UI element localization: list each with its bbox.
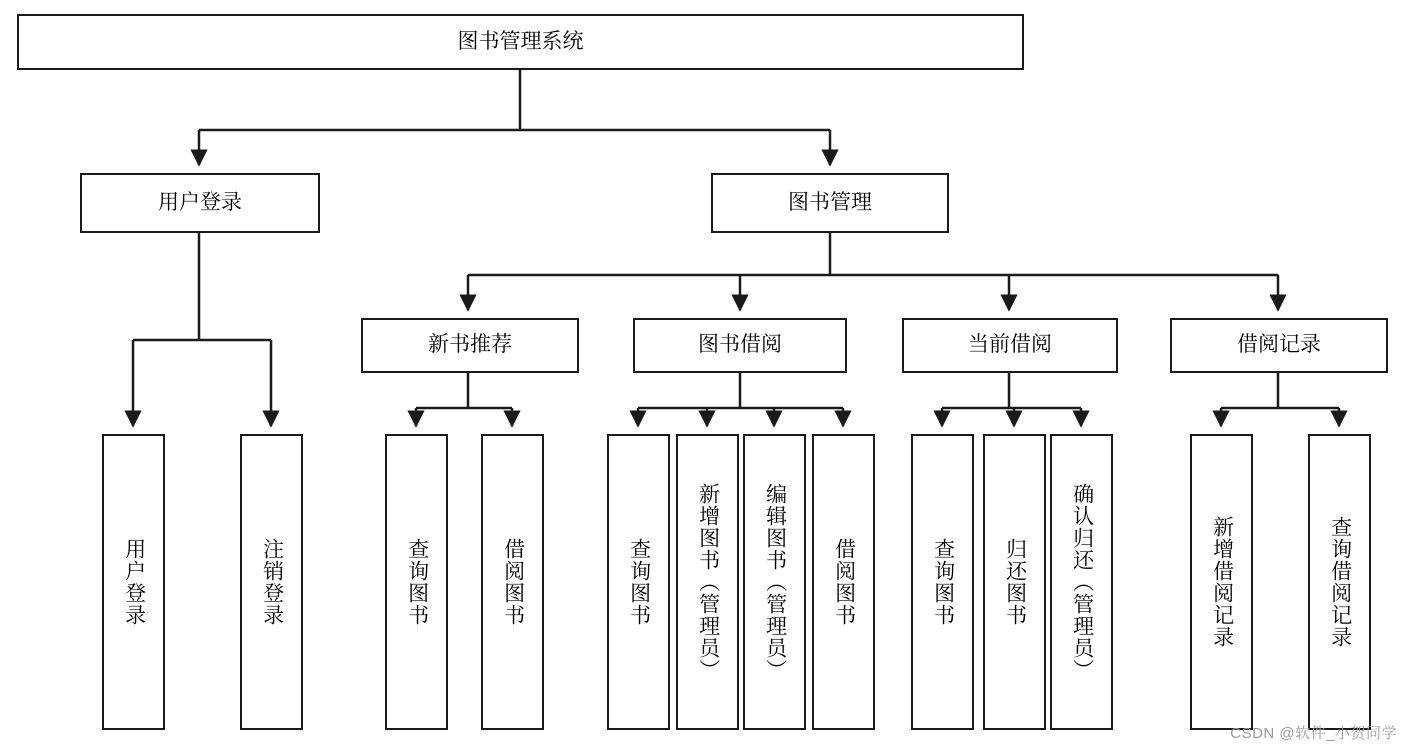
node-leaf-query-record-label: 查询借阅记录 xyxy=(1328,516,1352,648)
watermark: CSDN @软件_小贺同学 xyxy=(1230,725,1397,742)
node-leaf-edit-book[interactable] xyxy=(743,434,806,730)
node-current-borrow[interactable] xyxy=(902,318,1118,373)
node-leaf-borrow-book-2[interactable] xyxy=(812,434,875,730)
node-user-login[interactable] xyxy=(80,173,320,233)
node-borrow-records[interactable] xyxy=(1170,318,1388,373)
node-leaf-add-book[interactable] xyxy=(676,434,739,730)
node-leaf-query-book-1-label: 查询图书 xyxy=(405,538,429,626)
node-leaf-query-book-3-label: 查询图书 xyxy=(931,538,955,626)
node-book-borrow[interactable] xyxy=(633,318,847,373)
node-leaf-query-record[interactable] xyxy=(1308,434,1371,730)
node-borrow-records-label: 借阅记录 xyxy=(1237,333,1321,357)
node-current-borrow-label: 当前借阅 xyxy=(968,333,1052,357)
node-new-book-recommend-label: 新书推荐 xyxy=(428,333,512,357)
node-root-label: 图书管理系统 xyxy=(457,29,584,53)
node-leaf-add-record[interactable] xyxy=(1190,434,1253,730)
node-leaf-query-book-3[interactable] xyxy=(911,434,974,730)
node-leaf-return-book-label: 归还图书 xyxy=(1003,538,1027,626)
node-new-book-recommend[interactable] xyxy=(361,318,579,373)
node-book-management[interactable] xyxy=(711,173,949,233)
node-leaf-query-book-1[interactable] xyxy=(385,434,448,730)
node-leaf-confirm-return[interactable] xyxy=(1050,434,1113,730)
node-leaf-add-book-label: 新增图书（管理员） xyxy=(696,483,720,681)
node-leaf-borrow-book-2-label: 借阅图书 xyxy=(832,538,856,626)
node-book-management-label: 图书管理 xyxy=(788,190,872,214)
node-leaf-borrow-book-1-label: 借阅图书 xyxy=(501,538,525,626)
node-leaf-query-book-2-label: 查询图书 xyxy=(627,538,651,626)
node-leaf-user-login-label: 用户登录 xyxy=(122,538,146,626)
node-leaf-borrow-book-1[interactable] xyxy=(481,434,544,730)
node-leaf-add-record-label: 新增借阅记录 xyxy=(1210,516,1234,648)
node-leaf-edit-book-label: 编辑图书（管理员） xyxy=(763,483,787,681)
node-root[interactable] xyxy=(17,14,1024,70)
node-leaf-query-book-2[interactable] xyxy=(607,434,670,730)
node-user-login-label: 用户登录 xyxy=(158,190,242,214)
node-leaf-logout-label: 注销登录 xyxy=(260,538,284,626)
node-leaf-confirm-return-label: 确认归还（管理员） xyxy=(1070,483,1094,681)
node-leaf-return-book[interactable] xyxy=(983,434,1046,730)
node-leaf-user-login[interactable] xyxy=(102,434,165,730)
node-book-borrow-label: 图书借阅 xyxy=(698,333,782,357)
node-leaf-logout[interactable] xyxy=(240,434,303,730)
